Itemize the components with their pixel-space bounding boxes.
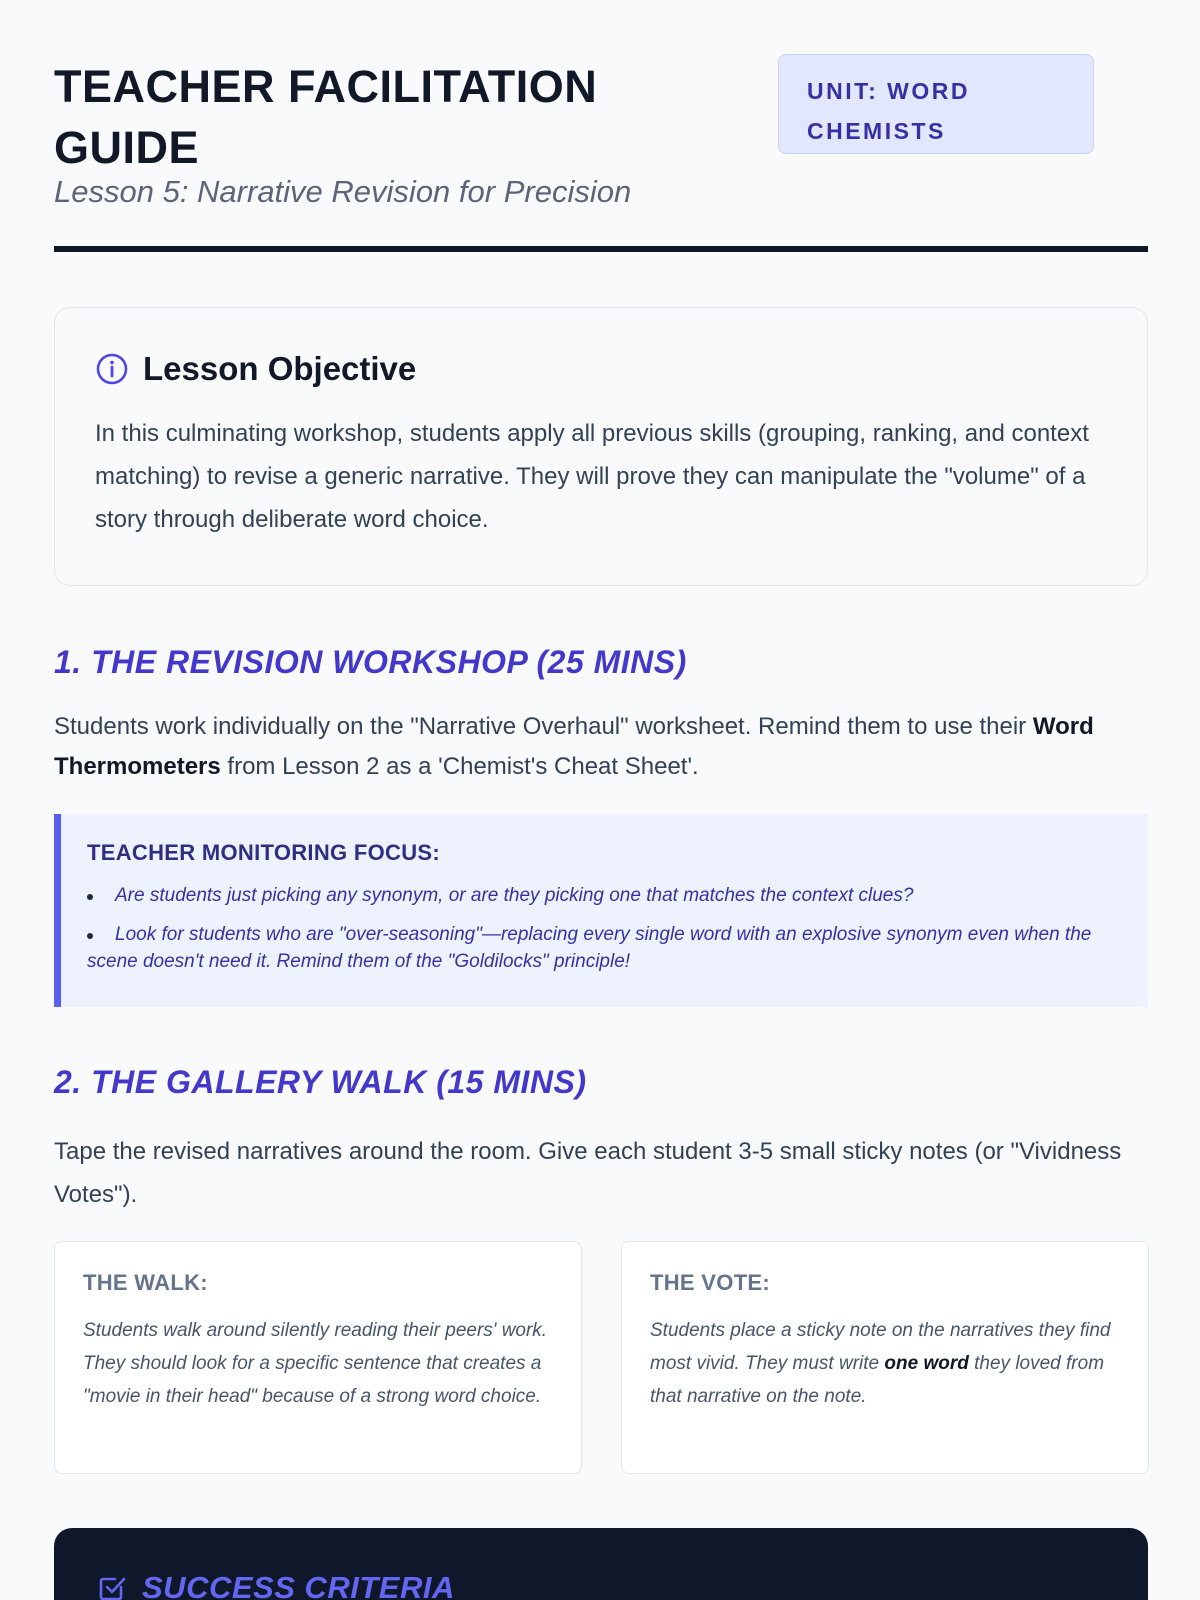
- word-thermometers-emphasis: Word Thermometers: [54, 713, 1094, 780]
- revision-workshop-text: [54, 707, 1148, 787]
- walk-card-title: THE WALK:: [83, 1270, 208, 1295]
- one-word-emphasis: one word: [884, 1353, 969, 1374]
- success-header: [96, 1570, 1106, 1600]
- revision-text-part: Students work individually on the "Narrative Overhaul" worksheet. Remind them to use their: [54, 713, 1033, 740]
- section-revision-workshop-title: 1. THE REVISION WORKSHOP (25 MINS): [54, 644, 687, 680]
- vote-text-part: Students place a sticky note on the narratives they find most vivid. They must write: [650, 1320, 1111, 1374]
- monitoring-title: TEACHER MONITORING FOCUS:: [87, 840, 440, 865]
- teacher-monitoring-box: [54, 814, 1148, 1007]
- checkbox-icon: [96, 1572, 128, 1600]
- objective-title: Lesson Objective: [143, 350, 417, 387]
- monitoring-item: Are students just picking any synonym, or are they picking one that matches the context clues?: [87, 882, 1122, 909]
- info-icon: [95, 352, 129, 386]
- objective-header: [95, 350, 1107, 388]
- success-criteria-title: SUCCESS CRITERIA: [142, 1570, 455, 1600]
- lesson-subtitle: Lesson 5: Narrative Revision for Precision: [54, 174, 632, 209]
- success-criteria-panel: [54, 1528, 1148, 1600]
- walk-card-text: Students walk around silently reading their peers' work. They should look for a specific sentence that creates a "movie in their head" because of a strong word choice.: [83, 1320, 548, 1407]
- vote-card-text: [650, 1314, 1120, 1413]
- vote-card-title: THE VOTE:: [650, 1270, 771, 1295]
- monitoring-list: [87, 882, 1122, 975]
- objective-text: In this culminating workshop, students apply all previous skills (grouping, ranking, and context matching) to revise a generic narrative. They will prove they can manipulate the "volume" of a story through deliberate word choice.: [95, 420, 1089, 533]
- header-divider: [54, 246, 1148, 252]
- gallery-walk-text: Tape the revised narratives around the room. Give each student 3-5 small sticky notes (or "Vividness Votes").: [54, 1138, 1122, 1208]
- walk-card: [54, 1241, 582, 1474]
- vote-card: [621, 1241, 1149, 1474]
- vote-text-part: they loved from that narrative on the note.: [650, 1353, 1105, 1407]
- lesson-objective-card: [54, 307, 1148, 586]
- unit-badge: UNIT: WORD CHEMISTS: [778, 54, 1094, 154]
- monitoring-item: Look for students who are "over-seasoning"—replacing every single word with an explosive synonym even when the scene doesn't need it. Remind them of the "Goldilocks" principle!: [87, 921, 1122, 975]
- page-title: TEACHER FACILITATION GUIDE: [54, 61, 598, 173]
- section-gallery-walk-title: 2. THE GALLERY WALK (15 MINS): [54, 1064, 587, 1100]
- revision-text-part: from Lesson 2 as a 'Chemist's Cheat Sheet'.: [220, 753, 699, 780]
